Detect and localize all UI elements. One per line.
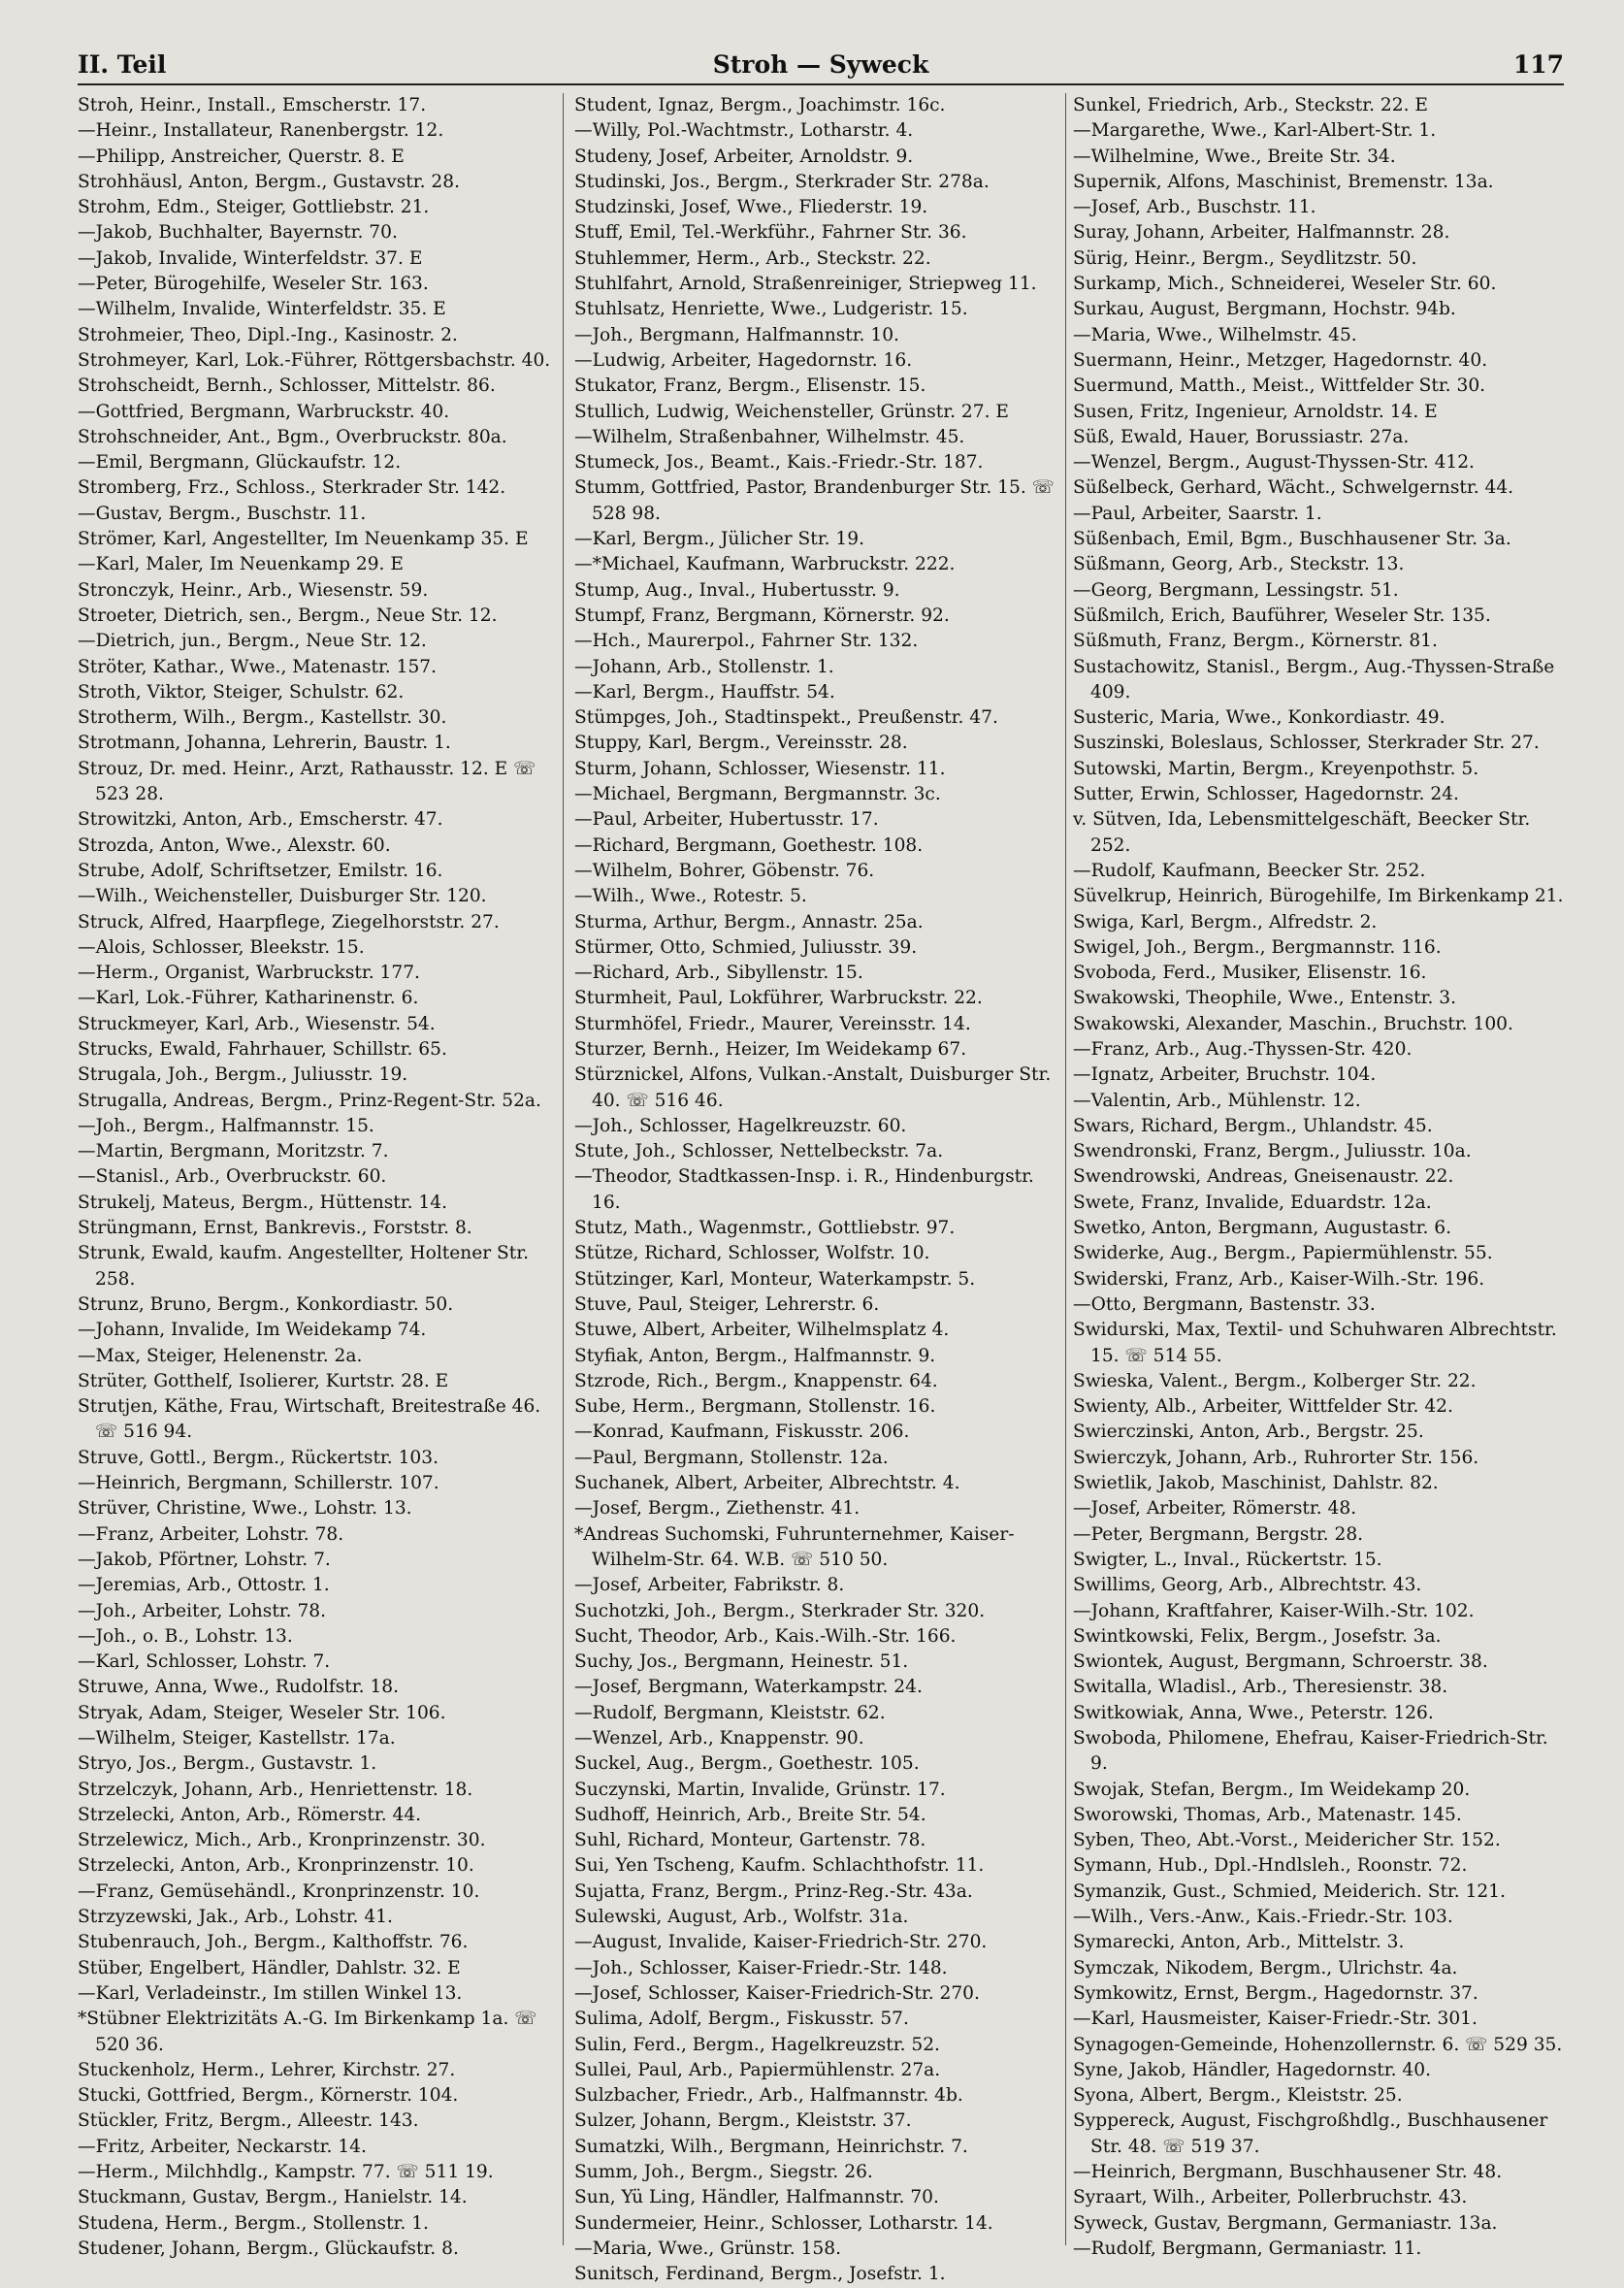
directory-entry: Sulzer, Johann, Bergm., Kleiststr. 37. bbox=[574, 2110, 912, 2132]
directory-entry: Suermann, Heinr., Metzger, Hagedornstr. 40. bbox=[1073, 349, 1488, 371]
directory-entry: —Margarethe, Wwe., Karl-Albert-Str. 1. bbox=[1073, 120, 1437, 142]
directory-entry: —Martin, Bergmann, Moritzstr. 7. bbox=[78, 1141, 389, 1162]
directory-entry: Stüber, Engelbert, Händler, Dahlstr. 32. E bbox=[78, 1957, 461, 1978]
directory-entry: Stryak, Adam, Steiger, Weseler Str. 106. bbox=[78, 1702, 446, 1723]
directory-entry: Stuff, Emil, Tel.-Werkführ., Fahrner Str. 36. bbox=[574, 222, 967, 244]
directory-entry: —Karl, Schlosser, Lohstr. 7. bbox=[78, 1651, 331, 1673]
directory-entry: —Josef, Schlosser, Kaiser-Friedrich-Str. 270. bbox=[574, 1982, 980, 2004]
directory-entry: Sun, Yü Ling, Händler, Halfmannstr. 70. bbox=[574, 2187, 939, 2208]
directory-entry: —Paul, Bergmann, Stollenstr. 12a. bbox=[574, 1447, 889, 1468]
directory-entry: —Joh., Bergm., Halfmannstr. 15. bbox=[78, 1115, 374, 1136]
directory-entry: Strömer, Karl, Angestellter, Im Neuenkamp 35. E bbox=[78, 529, 529, 550]
directory-entry: Suhl, Richard, Monteur, Gartenstr. 78. bbox=[574, 1830, 926, 1851]
directory-entry: —Michael, Bergmann, Bergmannstr. 3c. bbox=[574, 784, 941, 805]
directory-entry: Swigel, Joh., Bergm., Bergmannstr. 116. bbox=[1073, 936, 1442, 958]
directory-entry: —Rudolf, Bergmann, Germaniastr. 11. bbox=[1073, 2238, 1422, 2259]
directory-entry: Surkamp, Mich., Schneiderei, Weseler Str. 60. bbox=[1073, 274, 1497, 295]
directory-entry: Strohmeier, Theo, Dipl.-Ing., Kasinostr. 2. bbox=[78, 324, 458, 345]
directory-entry: —Rudolf, Bergmann, Kleiststr. 62. bbox=[574, 1702, 886, 1723]
directory-entry: —*Michael, Kaufmann, Warbruckstr. 222. bbox=[574, 554, 956, 575]
directory-entry: Sucht, Theodor, Arb., Kais.-Wilh.-Str. 166. bbox=[574, 1625, 957, 1647]
directory-entry: —Richard, Bergmann, Goethestr. 108. bbox=[574, 834, 924, 856]
directory-entry: —Wilhelmine, Wwe., Breite Str. 34. bbox=[1073, 146, 1396, 167]
directory-entry: Strzelczyk, Johann, Arb., Henriettenstr. 18. bbox=[78, 1779, 473, 1800]
directory-entry: Sunkel, Friedrich, Arb., Steckstr. 22. E bbox=[1073, 95, 1428, 115]
directory-entry: Supernik, Alfons, Maschinist, Bremenstr. 13a. bbox=[1073, 171, 1494, 192]
directory-entry: Swietlik, Jakob, Maschinist, Dahlstr. 82. bbox=[1073, 1473, 1439, 1494]
directory-entry: Strohscheidt, Bernh., Schlosser, Mittelstr. 86. bbox=[78, 376, 496, 397]
directory-entry: Strouz, Dr. med. Heinr., Arzt, Rathausstr. 12. E ☏ 523 28. bbox=[78, 758, 536, 805]
directory-entry: —Emil, Bergmann, Glückaufstr. 12. bbox=[78, 452, 402, 474]
directory-entry: Swakowski, Theophile, Wwe., Entenstr. 3. bbox=[1073, 988, 1457, 1009]
directory-entry: Swoboda, Philomene, Ehefrau, Kaiser-Friedrich-Str. 9. bbox=[1073, 1728, 1548, 1775]
directory-entry: Studinski, Jos., Bergm., Sterkrader Str. 278a. bbox=[574, 171, 990, 192]
directory-entry: Swendronski, Franz, Bergm., Juliusstr. 10a. bbox=[1073, 1141, 1472, 1162]
directory-entry: Syona, Albert, Bergm., Kleiststr. 25. bbox=[1073, 2085, 1403, 2107]
directory-entry: Sundermeier, Heinr., Schlosser, Lotharstr. 14. bbox=[574, 2212, 993, 2234]
directory-entry: —Wilhelm, Straßenbahner, Wilhelmstr. 45. bbox=[574, 426, 965, 447]
directory-entry: Syppereck, August, Fischgroßhdlg., Buschhausener Str. 48. ☏ 519 37. bbox=[1073, 2110, 1548, 2157]
directory-entry: Swierczyk, Johann, Arb., Ruhrorter Str. 156. bbox=[1073, 1447, 1479, 1468]
directory-entry: Sulima, Adolf, Bergm., Fiskusstr. 57. bbox=[574, 2009, 909, 2030]
directory-entry: —Josef, Bergm., Ziethenstr. 41. bbox=[574, 1498, 861, 1520]
directory-entry: Suchanek, Albert, Arbeiter, Albrechtstr. 4. bbox=[574, 1473, 960, 1494]
directory-entry: Strüngmann, Ernst, Bankrevis., Forststr. 8. bbox=[78, 1218, 472, 1239]
directory-entry: Susteric, Maria, Wwe., Konkordiastr. 49. bbox=[1073, 707, 1445, 729]
directory-entry: Strozda, Anton, Wwe., Alexstr. 60. bbox=[78, 834, 391, 856]
directory-entry: —Gottfried, Bergmann, Warbruckstr. 40. bbox=[78, 401, 450, 422]
directory-entry: Süvelkrup, Heinrich, Bürogehilfe, Im Birkenkamp 21. bbox=[1073, 886, 1564, 907]
directory-entry: Sudhoff, Heinrich, Arb., Breite Str. 54. bbox=[574, 1804, 926, 1825]
directory-entry: Stronczyk, Heinr., Arb., Wiesenstr. 59. bbox=[78, 579, 429, 601]
directory-entry: —Paul, Arbeiter, Hubertusstr. 17. bbox=[574, 809, 879, 831]
directory-entry: —Karl, Bergm., Jülicher Str. 19. bbox=[574, 529, 865, 550]
directory-entry: Sutter, Erwin, Schlosser, Hagedornstr. 24. bbox=[1073, 784, 1459, 805]
directory-entry: —Max, Steiger, Helenenstr. 2a. bbox=[78, 1345, 363, 1366]
directory-entry: —Josef, Arb., Buschstr. 11. bbox=[1073, 197, 1316, 218]
directory-entry: —Wilh., Wwe., Rotestr. 5. bbox=[574, 886, 807, 907]
directory-entry: Strzelecki, Anton, Arb., Kronprinzenstr. 10. bbox=[78, 1855, 474, 1877]
directory-entry: —Paul, Arbeiter, Saarstr. 1. bbox=[1073, 503, 1322, 524]
directory-entry: Strowitzki, Anton, Arb., Emscherstr. 47. bbox=[78, 809, 443, 831]
directory-entry: —Stanisl., Arb., Overbruckstr. 60. bbox=[78, 1166, 387, 1188]
directory-entry: —Wenzel, Bergm., August-Thyssen-Str. 412. bbox=[1073, 452, 1475, 474]
directory-entry: Suszinski, Boleslaus, Schlosser, Sterkrader Str. 27. bbox=[1073, 733, 1540, 754]
directory-entry: Sulin, Ferd., Bergm., Hagelkreuzstr. 52. bbox=[574, 2034, 940, 2055]
directory-entry: Strutjen, Käthe, Frau, Wirtschaft, Breitestraße 46. ☏ 516 94. bbox=[78, 1396, 541, 1443]
directory-entry: Symarecki, Anton, Arb., Mittelstr. 3. bbox=[1073, 1932, 1405, 1953]
directory-entry: Stumpf, Franz, Bergmann, Körnerstr. 92. bbox=[574, 605, 950, 626]
directory-entry: Sturzer, Bernh., Heizer, Im Weidekamp 67. bbox=[574, 1038, 967, 1060]
directory-entry: Swiontek, August, Bergmann, Schroerstr. 38. bbox=[1073, 1651, 1488, 1673]
column-divider bbox=[1065, 93, 1066, 2245]
directory-entry: —Fritz, Arbeiter, Neckarstr. 14. bbox=[78, 2136, 367, 2157]
directory-entry: Sworowski, Thomas, Arb., Matenastr. 145. bbox=[1073, 1804, 1462, 1825]
directory-entry: Strüver, Christine, Wwe., Lohstr. 13. bbox=[78, 1498, 412, 1520]
directory-entry: Süßenbach, Emil, Bgm., Buschhausener Str. 3a. bbox=[1073, 529, 1511, 550]
directory-entry: Surkau, August, Bergmann, Hochstr. 94b. bbox=[1073, 299, 1456, 320]
directory-entry: Syne, Jakob, Händler, Hagedornstr. 40. bbox=[1073, 2059, 1431, 2080]
directory-entry: Swiderski, Franz, Arb., Kaiser-Wilh.-Str. 196. bbox=[1073, 1268, 1485, 1290]
directory-entry: —Karl, Lok.-Führer, Katharinenstr. 6. bbox=[78, 988, 419, 1009]
directory-entry: Studzinski, Josef, Wwe., Fliederstr. 19. bbox=[574, 197, 928, 218]
directory-entry: Stürmer, Otto, Schmied, Juliusstr. 39. bbox=[574, 936, 918, 958]
directory-entry: —Joh., Schlosser, Kaiser-Friedr.-Str. 148. bbox=[574, 1957, 948, 1978]
directory-entry: Strugalla, Andreas, Bergm., Prinz-Regent-Str. 52a. bbox=[78, 1090, 541, 1111]
directory-entry: Student, Ignaz, Bergm., Joachimstr. 16c. bbox=[574, 95, 946, 115]
directory-entry: —Willy, Pol.-Wachtmstr., Lotharstr. 4. bbox=[574, 120, 914, 142]
directory-entry: Sullei, Paul, Arb., Papiermühlenstr. 27a. bbox=[574, 2059, 941, 2080]
directory-entry: Strunk, Ewald, kaufm. Angestellter, Holtener Str. 258. bbox=[78, 1243, 529, 1290]
directory-entry: —Konrad, Kaufmann, Fiskusstr. 206. bbox=[574, 1422, 910, 1443]
directory-entry: Studener, Johann, Bergm., Glückaufstr. 8. bbox=[78, 2238, 459, 2259]
directory-entry: —Richard, Arb., Sibyllenstr. 15. bbox=[574, 963, 863, 984]
directory-entry: —Franz, Arbeiter, Lohstr. 78. bbox=[78, 1523, 344, 1545]
directory-entry: Swieska, Valent., Bergm., Kolberger Str. 22. bbox=[1073, 1370, 1477, 1391]
directory-entry: Sunitsch, Ferdinand, Bergm., Josefstr. 1. bbox=[574, 2264, 946, 2285]
directory-entry: Strohschneider, Ant., Bgm., Overbruckstr. 80a. bbox=[78, 426, 507, 447]
directory-entry: Stutz, Math., Wagenmstr., Gottliebstr. 97. bbox=[574, 1218, 956, 1239]
directory-entry: Strube, Adolf, Schriftsetzer, Emilstr. 16. bbox=[78, 860, 443, 881]
directory-entry: Stuhlemmer, Herm., Arb., Steckstr. 22. bbox=[574, 247, 931, 269]
directory-entry: —Ignatz, Arbeiter, Bruchstr. 104. bbox=[1073, 1064, 1377, 1086]
directory-entry: —Peter, Bergmann, Bergstr. 28. bbox=[1073, 1523, 1364, 1545]
directory-entry: Swierczinski, Anton, Arb., Bergstr. 25. bbox=[1073, 1422, 1424, 1443]
directory-entry: Swiderke, Aug., Bergm., Papiermühlenstr. 55. bbox=[1073, 1243, 1493, 1264]
directory-entry: Stute, Joh., Schlosser, Nettelbeckstr. 7a. bbox=[574, 1141, 944, 1162]
directory-entry: —Heinr., Installateur, Ranenbergstr. 12. bbox=[78, 120, 444, 142]
directory-entry: Strzelecki, Anton, Arb., Römerstr. 44. bbox=[78, 1804, 422, 1825]
directory-entry: —Alois, Schlosser, Bleekstr. 15. bbox=[78, 936, 365, 958]
directory-entry: Syraart, Wilh., Arbeiter, Pollerbruchstr. 43. bbox=[1073, 2187, 1468, 2208]
directory-entry: —Joh., o. B., Lohstr. 13. bbox=[78, 1625, 293, 1647]
directory-entry: v. Sütven, Ida, Lebensmittelgeschäft, Beecker Str. 252. bbox=[1073, 809, 1531, 856]
directory-entry: Stroth, Viktor, Steiger, Schulstr. 62. bbox=[78, 681, 405, 703]
directory-entry: Syben, Theo, Abt.-Vorst., Meidericher Str. 152. bbox=[1073, 1830, 1501, 1851]
directory-entry: Strugala, Joh., Bergm., Juliusstr. 19. bbox=[78, 1064, 408, 1086]
directory-entry: —Georg, Bergmann, Lessingstr. 51. bbox=[1073, 579, 1399, 601]
directory-entry: Strzelewicz, Mich., Arb., Kronprinzenstr. 30. bbox=[78, 1830, 486, 1851]
directory-entry: Suray, Johann, Arbeiter, Halfmannstr. 28. bbox=[1073, 222, 1450, 244]
directory-entry: Strotherm, Wilh., Bergm., Kastellstr. 30. bbox=[78, 707, 447, 729]
directory-entry: —Heinrich, Bergmann, Buschhausener Str. 48. bbox=[1073, 2162, 1503, 2183]
directory-entry: —Heinrich, Bergmann, Schillerstr. 107. bbox=[78, 1473, 439, 1494]
directory-entry: Swendrowski, Andreas, Gneisenaustr. 22. bbox=[1073, 1166, 1454, 1188]
directory-entry: —Joh., Arbeiter, Lohstr. 78. bbox=[78, 1600, 327, 1621]
directory-entry: Struckmeyer, Karl, Arb., Wiesenstr. 54. bbox=[78, 1013, 436, 1034]
directory-entry: —Wilhelm, Invalide, Winterfeldstr. 35. E bbox=[78, 299, 446, 320]
directory-entry: —Franz, Arb., Aug.-Thyssen-Str. 420. bbox=[1073, 1038, 1413, 1060]
directory-entry: Süßelbeck, Gerhard, Wächt., Schwelgernstr. 44. bbox=[1073, 477, 1514, 499]
directory-entry: Stroh, Heinr., Install., Emscherstr. 17. bbox=[78, 95, 427, 115]
directory-entry: Stuckmann, Gustav, Bergm., Hanielstr. 14. bbox=[78, 2187, 468, 2208]
column-divider bbox=[563, 93, 564, 2245]
directory-entry: Swakowski, Alexander, Maschin., Bruchstr. 100. bbox=[1073, 1013, 1513, 1034]
directory-entry: Svoboda, Ferd., Musiker, Elisenstr. 16. bbox=[1073, 963, 1427, 984]
directory-entry: Swintkowski, Felix, Bergm., Josefstr. 3a. bbox=[1073, 1625, 1442, 1647]
directory-entry: Sube, Herm., Bergmann, Stollenstr. 16. bbox=[574, 1396, 936, 1418]
directory-entry: Studena, Herm., Bergm., Stollenstr. 1. bbox=[78, 2212, 429, 2234]
directory-entry: Stuckenholz, Herm., Lehrer, Kirchstr. 27. bbox=[78, 2059, 456, 2080]
directory-entry: —Karl, Verladeinstr., Im stillen Winkel 13. bbox=[78, 1982, 463, 2004]
directory-entry: —Dietrich, jun., Bergm., Neue Str. 12. bbox=[78, 631, 427, 652]
directory-entry: Stryo, Jos., Bergm., Gustavstr. 1. bbox=[78, 1753, 377, 1775]
page-number: 117 bbox=[1512, 50, 1564, 79]
directory-entry: Sulewski, August, Arb., Wolfstr. 31a. bbox=[574, 1907, 909, 1928]
directory-entry: Süßmuth, Franz, Bergm., Körnerstr. 81. bbox=[1073, 631, 1438, 652]
page-range-title: Stroh — Syweck bbox=[712, 50, 929, 79]
directory-entry: Strucks, Ewald, Fahrhauer, Schillstr. 65. bbox=[78, 1038, 447, 1060]
directory-entry: —Johann, Kraftfahrer, Kaiser-Wilh.-Str. 102. bbox=[1073, 1600, 1475, 1621]
directory-entry: Stütze, Richard, Schlosser, Wolfstr. 10. bbox=[574, 1243, 930, 1264]
directory-entry: Sturma, Arthur, Bergm., Annastr. 25a. bbox=[574, 911, 924, 932]
directory-entry: —Jakob, Pförtner, Lohstr. 7. bbox=[78, 1549, 331, 1570]
directory-entry: Struwe, Anna, Wwe., Rudolfstr. 18. bbox=[78, 1677, 400, 1698]
directory-entry: Symanzik, Gust., Schmied, Meiderich. Str. 121. bbox=[1073, 1880, 1506, 1902]
directory-entry: Suermund, Matth., Meist., Wittfelder Str. 30. bbox=[1073, 376, 1486, 397]
directory-entry: —Herm., Organist, Warbruckstr. 177. bbox=[78, 963, 420, 984]
directory-entry: Styfiak, Anton, Bergm., Halfmannstr. 9. bbox=[574, 1345, 936, 1366]
directory-entry: —Wilhelm, Bohrer, Göbenstr. 76. bbox=[574, 860, 875, 881]
directory-entry: —Wilhelm, Steiger, Kastellstr. 17a. bbox=[78, 1728, 396, 1749]
directory-entry: Strunz, Bruno, Bergm., Konkordiastr. 50. bbox=[78, 1293, 454, 1315]
directory-entry: Stümpges, Joh., Stadtinspekt., Preußenstr. 47. bbox=[574, 707, 998, 729]
directory-entry: *Stübner Elektrizitäts A.-G. Im Birkenkamp 1a. ☏ 520 36. bbox=[78, 2009, 537, 2055]
directory-entry: Suchy, Jos., Bergmann, Heinestr. 51. bbox=[574, 1651, 909, 1673]
directory-entry: —Joh., Bergmann, Halfmannstr. 10. bbox=[574, 324, 899, 345]
directory-entry: Stützinger, Karl, Monteur, Waterkampstr. 5. bbox=[574, 1268, 976, 1290]
directory-entry: Sturm, Johann, Schlosser, Wiesenstr. 11. bbox=[574, 758, 946, 779]
directory-entry: —Josef, Bergmann, Waterkampstr. 24. bbox=[574, 1677, 923, 1698]
directory-entry: Swillims, Georg, Arb., Albrechtstr. 43. bbox=[1073, 1575, 1422, 1596]
directory-entry: Swetko, Anton, Bergmann, Augustastr. 6. bbox=[1073, 1218, 1452, 1239]
directory-entry: Swiga, Karl, Bergm., Alfredstr. 2. bbox=[1073, 911, 1378, 932]
directory-entry: Struve, Gottl., Bergm., Rückertstr. 103. bbox=[78, 1447, 438, 1468]
directory-entry: Suckel, Aug., Bergm., Goethestr. 105. bbox=[574, 1753, 920, 1775]
directory-entry: Swienty, Alb., Arbeiter, Wittfelder Str. 42. bbox=[1073, 1396, 1453, 1418]
directory-entry: —August, Invalide, Kaiser-Friedrich-Str. 270. bbox=[574, 1932, 988, 1953]
directory-entry: Struck, Alfred, Haarpflege, Ziegelhorststr. 27. bbox=[78, 911, 500, 932]
directory-entry: Sumatzki, Wilh., Bergmann, Heinrichstr. 7. bbox=[574, 2136, 968, 2157]
directory-entry: Strukelj, Mateus, Bergm., Hüttenstr. 14. bbox=[78, 1192, 447, 1213]
directory-entry: Switalla, Wladisl., Arb., Theresienstr. 38. bbox=[1073, 1677, 1448, 1698]
directory-entry: —Karl, Bergm., Hauffstr. 54. bbox=[574, 681, 835, 703]
directory-entry: Summ, Joh., Bergm., Siegstr. 26. bbox=[574, 2162, 873, 2183]
directory-entry: Strohmeyer, Karl, Lok.-Führer, Röttgersbachstr. 40. bbox=[78, 349, 551, 371]
directory-entry: Swete, Franz, Invalide, Eduardstr. 12a. bbox=[1073, 1192, 1432, 1213]
directory-entry: Stumeck, Jos., Beamt., Kais.-Friedr.-Str. 187. bbox=[574, 452, 984, 474]
directory-column-1 bbox=[78, 93, 553, 2259]
directory-entry: Stump, Aug., Inval., Hubertusstr. 9. bbox=[574, 579, 900, 601]
directory-column-2 bbox=[574, 93, 1059, 2285]
directory-entry: Switkowiak, Anna, Wwe., Peterstr. 126. bbox=[1073, 1702, 1434, 1723]
directory-entry: Symann, Hub., Dpl.-Hndlsleh., Roonstr. 72. bbox=[1073, 1855, 1468, 1877]
directory-entry: Stubenrauch, Joh., Bergm., Kalthoffstr. 76. bbox=[78, 1932, 469, 1953]
directory-entry: —Hch., Maurerpol., Fahrner Str. 132. bbox=[574, 631, 919, 652]
directory-entry: Stromberg, Frz., Schloss., Sterkrader Str. 142. bbox=[78, 477, 506, 499]
directory-entry: Sui, Yen Tscheng, Kaufm. Schlachthofstr. 11. bbox=[574, 1855, 985, 1877]
directory-entry: —Jakob, Buchhalter, Bayernstr. 70. bbox=[78, 222, 398, 244]
directory-entry: Suchotzki, Joh., Bergm., Sterkrader Str. 320. bbox=[574, 1600, 986, 1621]
directory-entry: —Maria, Wwe., Wilhelmstr. 45. bbox=[1073, 324, 1357, 345]
directory-entry: —Wilh., Weichensteller, Duisburger Str. 120. bbox=[78, 886, 487, 907]
directory-entry: *Andreas Suchomski, Fuhrunternehmer, Kaiser-Wilhelm-Str. 64. W.B. ☏ 510 50. bbox=[574, 1523, 1015, 1570]
directory-entry: —Franz, Gemüsehändl., Kronprinzenstr. 10. bbox=[78, 1880, 480, 1902]
directory-entry: Stuppy, Karl, Bergm., Vereinsstr. 28. bbox=[574, 733, 908, 754]
directory-entry: Suczynski, Martin, Invalide, Grünstr. 17. bbox=[574, 1779, 946, 1800]
directory-entry: Strohm, Edm., Steiger, Gottliebstr. 21. bbox=[78, 197, 430, 218]
page-header bbox=[78, 43, 1564, 85]
directory-entry: Sutowski, Martin, Bergm., Kreyenpothstr. 5. bbox=[1073, 758, 1479, 779]
directory-entry: —Johann, Arb., Stollenstr. 1. bbox=[574, 656, 834, 677]
directory-entry: Stumm, Gottfried, Pastor, Brandenburger Str. 15. ☏ 528 98. bbox=[574, 477, 1055, 524]
directory-entry: Swojak, Stefan, Bergm., Im Weidekamp 20. bbox=[1073, 1779, 1471, 1800]
directory-entry: Susen, Fritz, Ingenieur, Arnoldstr. 14. E bbox=[1073, 401, 1438, 422]
directory-entry: —Philipp, Anstreicher, Querstr. 8. E bbox=[78, 146, 405, 167]
directory-entry: —Herm., Milchhdlg., Kampstr. 77. ☏ 511 19. bbox=[78, 2162, 494, 2183]
directory-entry: —Peter, Bürogehilfe, Weseler Str. 163. bbox=[78, 274, 429, 295]
directory-entry: —Karl, Hausmeister, Kaiser-Friedr.-Str. 301. bbox=[1073, 2009, 1478, 2030]
directory-entry: —Valentin, Arb., Mühlenstr. 12. bbox=[1073, 1090, 1361, 1111]
directory-entry: Swigter, L., Inval., Rückertstr. 15. bbox=[1073, 1549, 1382, 1570]
directory-entry: —Jakob, Invalide, Winterfeldstr. 37. E bbox=[78, 247, 423, 269]
directory-entry: Sulzbacher, Friedr., Arb., Halfmannstr. 4b. bbox=[574, 2085, 963, 2107]
directory-entry: Strohhäusl, Anton, Bergm., Gustavstr. 28. bbox=[78, 171, 460, 192]
directory-entry: Stuve, Paul, Steiger, Lehrerstr. 6. bbox=[574, 1293, 880, 1315]
directory-entry: —Josef, Arbeiter, Fabrikstr. 8. bbox=[574, 1575, 845, 1596]
directory-entry: Sturmheit, Paul, Lokführer, Warbruckstr. 22. bbox=[574, 988, 983, 1009]
directory-entry: —Johann, Invalide, Im Weidekamp 74. bbox=[78, 1320, 427, 1341]
directory-entry: —Maria, Wwe., Grünstr. 158. bbox=[574, 2238, 841, 2259]
directory-entry: Sürig, Heinr., Bergm., Seydlitzstr. 50. bbox=[1073, 247, 1417, 269]
directory-entry: —Joh., Schlosser, Hagelkreuzstr. 60. bbox=[574, 1115, 907, 1136]
directory-entry: Sustachowitz, Stanisl., Bergm., Aug.-Thyssen-Straße 409. bbox=[1073, 656, 1555, 703]
directory-entry: Strüter, Gotthelf, Isolierer, Kurtstr. 28. E bbox=[78, 1370, 449, 1391]
directory-entry: Süßmilch, Erich, Bauführer, Weseler Str. 135. bbox=[1073, 605, 1491, 626]
directory-entry: —Jeremias, Arb., Ottostr. 1. bbox=[78, 1575, 330, 1596]
directory-entry: —Gustav, Bergm., Buschstr. 11. bbox=[78, 503, 367, 524]
directory-entry: —Rudolf, Kaufmann, Beecker Str. 252. bbox=[1073, 860, 1426, 881]
directory-entry: Süßmann, Georg, Arb., Steckstr. 13. bbox=[1073, 554, 1405, 575]
directory-entry: Ströter, Kathar., Wwe., Matenastr. 157. bbox=[78, 656, 438, 677]
directory-entry: Symkowitz, Ernst, Bergm., Hagedornstr. 37. bbox=[1073, 1982, 1478, 2004]
directory-entry: —Karl, Maler, Im Neuenkamp 29. E bbox=[78, 554, 404, 575]
directory-entry: Strzyzewski, Jak., Arb., Lohstr. 41. bbox=[78, 1907, 393, 1928]
directory-entry: —Wenzel, Arb., Knappenstr. 90. bbox=[574, 1728, 864, 1749]
directory-entry: —Theodor, Stadtkassen-Insp. i. R., Hindenburgstr. 16. bbox=[574, 1166, 1034, 1213]
directory-entry: Stukator, Franz, Bergm., Elisenstr. 15. bbox=[574, 376, 926, 397]
directory-entry: Stuhlsatz, Henriette, Wwe., Ludgeristr. 15. bbox=[574, 299, 968, 320]
directory-entry: —Wilh., Vers.-Anw., Kais.-Friedr.-Str. 103. bbox=[1073, 1907, 1453, 1928]
directory-entry: —Josef, Arbeiter, Römerstr. 48. bbox=[1073, 1498, 1357, 1520]
directory-entry: Studeny, Josef, Arbeiter, Arnoldstr. 9. bbox=[574, 146, 914, 167]
directory-entry: Stucki, Gottfried, Bergm., Körnerstr. 104. bbox=[78, 2085, 459, 2107]
directory-entry: Stullich, Ludwig, Weichensteller, Grünstr. 27. E bbox=[574, 401, 1009, 422]
directory-entry: —Ludwig, Arbeiter, Hagedornstr. 16. bbox=[574, 349, 913, 371]
directory-entry: Sturmhöfel, Friedr., Maurer, Vereinsstr. 14. bbox=[574, 1013, 971, 1034]
directory-entry: Stückler, Fritz, Bergm., Alleestr. 143. bbox=[78, 2110, 419, 2132]
directory-entry: Swars, Richard, Bergm., Uhlandstr. 45. bbox=[1073, 1115, 1433, 1136]
part-label: II. Teil bbox=[78, 50, 167, 79]
directory-entry: Stuwe, Albert, Arbeiter, Wilhelmsplatz 4. bbox=[574, 1320, 950, 1341]
directory-entry: —Otto, Bergmann, Bastenstr. 33. bbox=[1073, 1293, 1376, 1315]
directory-entry: Stroeter, Dietrich, sen., Bergm., Neue Str. 12. bbox=[78, 605, 498, 626]
directory-entry: Strotmann, Johanna, Lehrerin, Baustr. 1. bbox=[78, 733, 451, 754]
directory-entry: Symczak, Nikodem, Bergm., Ulrichstr. 4a. bbox=[1073, 1957, 1458, 1978]
directory-entry: Stürznickel, Alfons, Vulkan.-Anstalt, Duisburger Str. 40. ☏ 516 46. bbox=[574, 1064, 1052, 1111]
directory-column-3 bbox=[1073, 93, 1564, 2259]
directory-entry: Süß, Ewald, Hauer, Borussiastr. 27a. bbox=[1073, 426, 1410, 447]
directory-entry: Sujatta, Franz, Bergm., Prinz-Reg.-Str. 43a. bbox=[574, 1880, 973, 1902]
directory-entry: Swidurski, Max, Textil- und Schuhwaren Albrechtstr. 15. ☏ 514 55. bbox=[1073, 1320, 1557, 1366]
directory-entry: Stuhlfahrt, Arnold, Straßenreiniger, Striepweg 11. bbox=[574, 274, 1037, 295]
directory-entry: Synagogen-Gemeinde, Hohenzollernstr. 6. ☏ 529 35. bbox=[1073, 2034, 1563, 2055]
directory-entry: Stzrode, Rich., Bergm., Knappenstr. 64. bbox=[574, 1370, 938, 1391]
directory-entry: Syweck, Gustav, Bergmann, Germaniastr. 13a. bbox=[1073, 2212, 1498, 2234]
